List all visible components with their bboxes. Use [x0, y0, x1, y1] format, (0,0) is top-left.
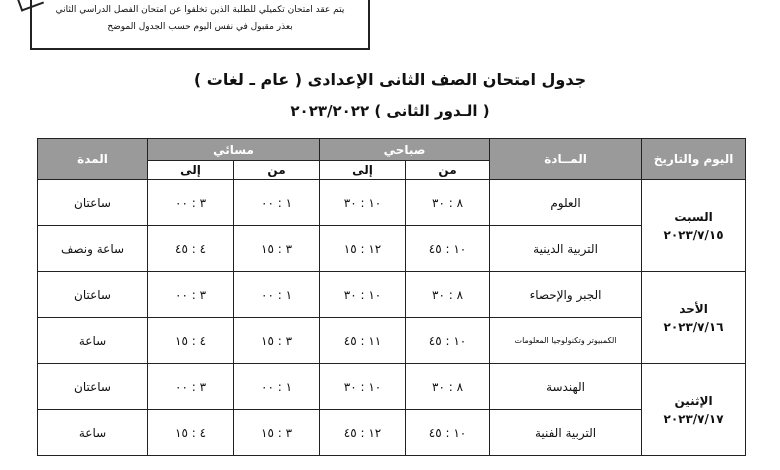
header-evening: مسائي — [148, 139, 320, 161]
schedule-subtitle: ( الـدور الثانى ) ٢٠٢٣/٢٠٢٢ — [290, 102, 490, 120]
evening-from-cell: ١ : ٠٠ — [234, 272, 320, 318]
table-row — [38, 226, 746, 272]
subject-cell: التربية الفنية — [490, 410, 642, 456]
day-cell — [642, 180, 746, 272]
header-duration: المدة — [38, 139, 148, 180]
evening-from-cell: ١ : ٠٠ — [234, 364, 320, 410]
morning-to-cell: ١٠ : ٣٠ — [320, 180, 406, 226]
header-morning-from: من — [406, 161, 490, 180]
morning-from-cell: ٨ : ٣٠ — [406, 180, 490, 226]
evening-to-cell: ٤ : ١٥ — [148, 318, 234, 364]
duration-cell: ساعتان — [38, 272, 148, 318]
morning-from-cell: ١٠ : ٤٥ — [406, 410, 490, 456]
morning-to-cell: ١٢ : ٤٥ — [320, 410, 406, 456]
day-name: الإثنين — [674, 393, 713, 408]
header-evening-to: إلى — [148, 161, 234, 180]
header-morning-to: إلى — [320, 161, 406, 180]
day-cell — [642, 272, 746, 364]
day-name: السبت — [674, 209, 713, 224]
morning-to-cell: ١١ : ٤٥ — [320, 318, 406, 364]
table-row — [38, 364, 746, 410]
duration-cell: ساعة — [38, 318, 148, 364]
subject-cell: العلوم — [490, 180, 642, 226]
note-line-1: يتم عقد امتحان تكميلي للطلبة الذين تخلفوا عن امتحان الفصل الدراسي الثاني — [55, 5, 345, 15]
morning-from-cell: ٨ : ٣٠ — [406, 272, 490, 318]
subject-cell: التربية الدينية — [490, 226, 642, 272]
note-line-2: بعذر مقبول في نفس اليوم حسب الجدول الموضح — [107, 22, 293, 32]
evening-to-cell: ٣ : ٠٠ — [148, 180, 234, 226]
day-name: الأحد — [679, 301, 708, 316]
subject-cell: الجبر والإحصاء — [490, 272, 642, 318]
evening-to-cell: ٤ : ١٥ — [148, 410, 234, 456]
day-cell — [642, 364, 746, 456]
morning-to-cell: ١٢ : ١٥ — [320, 226, 406, 272]
morning-to-cell: ١٠ : ٣٠ — [320, 364, 406, 410]
duration-cell: ساعة — [38, 410, 148, 456]
header-subject: المــادة — [490, 139, 642, 180]
evening-to-cell: ٤ : ٤٥ — [148, 226, 234, 272]
subject-cell: الهندسة — [490, 364, 642, 410]
schedule-title: جدول امتحان الصف الثانى الإعدادى ( عام ـ لغات ) — [193, 70, 587, 89]
day-date: ٢٠٢٣/٧/١٥ — [663, 227, 724, 242]
morning-from-cell: ٨ : ٣٠ — [406, 364, 490, 410]
day-date: ٢٠٢٣/٧/١٧ — [663, 411, 724, 426]
evening-from-cell: ٣ : ١٥ — [234, 318, 320, 364]
evening-to-cell: ٣ : ٠٠ — [148, 364, 234, 410]
table-row — [38, 180, 746, 226]
table-row — [38, 318, 746, 364]
subject-cell: الكمبيوتر وتكنولوجيا المعلومات — [490, 318, 642, 364]
table-row — [38, 410, 746, 456]
header-evening-from: من — [234, 161, 320, 180]
makeup-exam-note — [30, 0, 370, 50]
evening-from-cell: ١ : ٠٠ — [234, 180, 320, 226]
morning-to-cell: ١٠ : ٣٠ — [320, 272, 406, 318]
morning-from-cell: ١٠ : ٤٥ — [406, 226, 490, 272]
evening-from-cell: ٣ : ١٥ — [234, 410, 320, 456]
day-date: ٢٠٢٣/٧/١٦ — [663, 319, 724, 334]
evening-from-cell: ٣ : ١٥ — [234, 226, 320, 272]
table-row — [38, 272, 746, 318]
header-day-date: اليوم والتاريخ — [642, 139, 746, 180]
morning-from-cell: ١٠ : ٤٥ — [406, 318, 490, 364]
evening-to-cell: ٣ : ٠٠ — [148, 272, 234, 318]
duration-cell: ساعة ونصف — [38, 226, 148, 272]
duration-cell: ساعتان — [38, 180, 148, 226]
duration-cell: ساعتان — [38, 364, 148, 410]
exam-schedule-table — [37, 138, 746, 456]
header-morning: صباحي — [320, 139, 490, 161]
